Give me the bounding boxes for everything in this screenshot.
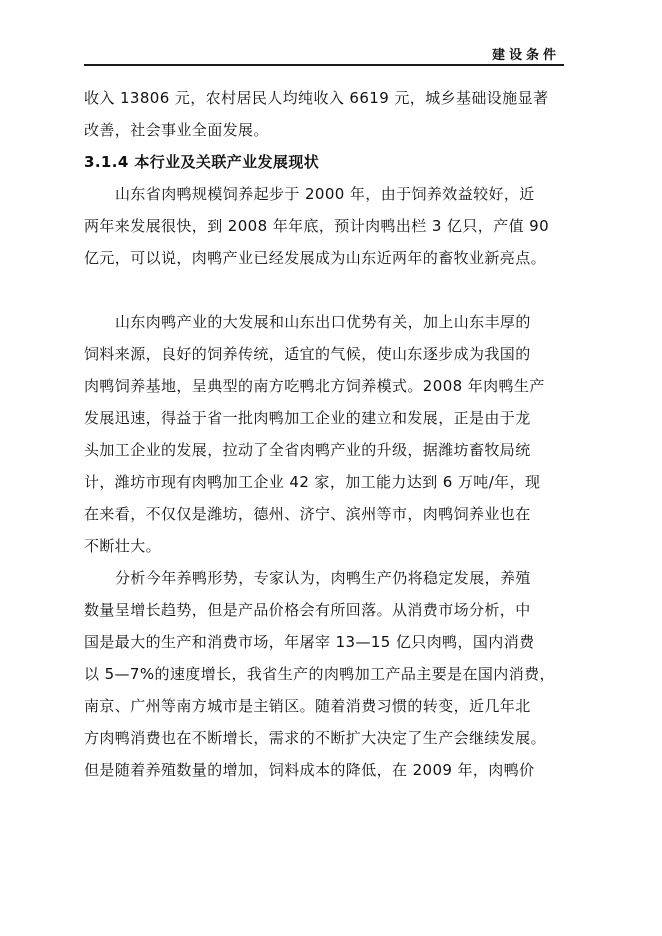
section-heading: 3.1.4 本行业及关联产业发展现状 xyxy=(84,153,320,171)
text-line: 头加工企业的发展，拉动了全省肉鸭产业的升级，据潍坊畜牧局统 xyxy=(84,441,531,459)
text-line: 发展迅速，得益于省一批肉鸭加工企业的建立和发展，正是由于龙 xyxy=(84,409,531,427)
document-body xyxy=(84,82,570,786)
text-line: 收入 13806 元，农村居民人均纯收入 6619 元，城乡基础设施显著 xyxy=(84,89,549,107)
text-line: 南京、广州等南方城市是主销区。随着消费习惯的转变，近几年北 xyxy=(84,697,531,715)
text-line: 山东肉鸭产业的大发展和山东出口优势有关，加上山东丰厚的 xyxy=(115,313,531,331)
text-line: 亿元，可以说，肉鸭产业已经发展成为山东近两年的畜牧业新亮点。 xyxy=(84,249,547,267)
paragraph-3 xyxy=(84,306,570,562)
paragraph-2 xyxy=(84,178,570,274)
paragraph-gap xyxy=(84,274,570,306)
text-line: 方肉鸭消费也在不断增长，需求的不断扩大决定了生产会继续发展。 xyxy=(84,729,547,747)
text-line: 改善，社会事业全面发展。 xyxy=(84,121,269,139)
text-line: 不断壮大。 xyxy=(84,537,162,555)
header-title: 建设条件 xyxy=(491,48,560,63)
text-line: 分析今年养鸭形势，专家认为，肉鸭生产仍将稳定发展，养殖 xyxy=(115,569,531,587)
paragraph-1 xyxy=(84,82,570,146)
paragraph-4 xyxy=(84,562,570,786)
text-line: 计，潍坊市现有肉鸭加工企业 42 家，加工能力达到 6 万吨/年，现 xyxy=(84,473,541,491)
text-line: 但是随着养殖数量的增加，饲料成本的降低，在 2009 年，肉鸭价 xyxy=(84,761,535,779)
text-line: 两年来发展很快，到 2008 年年底，预计肉鸭出栏 3 亿只，产值 90 xyxy=(84,217,550,235)
text-line: 以 5—7%的速度增长，我省生产的肉鸭加工产品主要是在国内消费， xyxy=(84,665,555,683)
text-line: 肉鸭饲养基地，呈典型的南方吃鸭北方饲养模式。2008 年肉鸭生产 xyxy=(84,377,545,395)
text-line: 在来看，不仅仅是潍坊，德州、济宁、滨州等市，肉鸭饲养业也在 xyxy=(84,505,531,523)
text-line: 数量呈增长趋势，但是产品价格会有所回落。从消费市场分析，中 xyxy=(84,601,531,619)
text-line: 国是最大的生产和消费市场，年屠宰 13—15 亿只肉鸭，国内消费 xyxy=(84,633,535,651)
page-header xyxy=(84,40,564,66)
text-line: 饲料来源，良好的饲养传统，适宜的气候，使山东逐步成为我国的 xyxy=(84,345,531,363)
text-line: 山东省肉鸭规模饲养起步于 2000 年，由于饲养效益较好，近 xyxy=(115,185,535,203)
